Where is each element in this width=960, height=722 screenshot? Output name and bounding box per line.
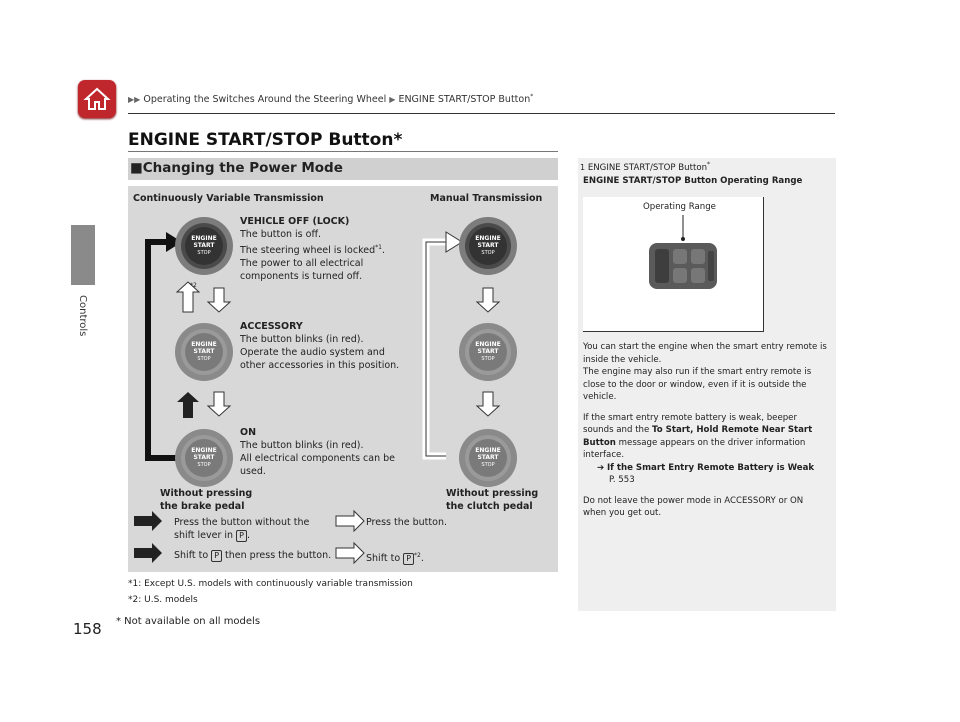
without-brake-label: Without pressing the brake pedal <box>160 488 253 512</box>
star-mark: * <box>530 93 534 100</box>
mode-on-desc: ON The button blinks (in red). All electrical components can be used. <box>240 427 395 477</box>
chapter-tab[interactable] <box>71 225 95 285</box>
sidebar-body: You can start the engine when the smart entry remote is inside the vehicle. The engine may also run if the smart entry remote is close to the door or window, even if it is outside the vehicle. If the smart entry remote battery is weak, beeper sounds and the To Start, Hold Remote Near Start Button message appears on the driver information interface. ➔ If the Smart Entry Remote Battery is Weak P. 553 Do not leave the power mode in ACCESSORY or ON when you get out. <box>583 341 829 520</box>
breadcrumb-arrow-icon: ▶ <box>389 95 396 105</box>
shift-p-key: P <box>236 530 247 542</box>
page-title: ENGINE START/STOP Button* <box>128 130 403 150</box>
button-text: ENGINE <box>475 447 501 454</box>
button-text: ENGINE <box>191 447 217 454</box>
title-rule <box>128 151 558 152</box>
sidebar-ref-title: 1 ENGINE START/STOP Button* <box>580 161 711 173</box>
operating-range-diagram <box>583 197 764 332</box>
footnote-1: *1: Except U.S. models with continuously variable transmission <box>128 579 413 589</box>
engine-start-button-icon <box>458 216 518 276</box>
mt-label: Manual Transmission <box>430 193 543 204</box>
shift-p-key: P <box>403 553 414 565</box>
header-rule <box>128 113 835 114</box>
button-text: STOP <box>481 356 495 362</box>
breadcrumb-item[interactable]: ENGINE START/STOP Button <box>398 94 531 106</box>
chapter-label: Controls <box>77 295 88 337</box>
legend-press-without: Press the button without the shift lever in P . <box>174 517 310 541</box>
button-text: STOP <box>197 250 211 256</box>
button-text: STOP <box>481 250 495 256</box>
button-text: START <box>477 348 499 355</box>
operating-range-label: Operating Range <box>643 202 716 212</box>
button-text: ENGINE <box>475 235 501 242</box>
legend-shift: Shift to P $^{*2}$. <box>366 552 424 565</box>
shift-p-key: P <box>211 550 222 562</box>
mode-off-desc: VEHICLE OFF (LOCK) The button is off. The steering wheel is locked$^{*1}$. The power to all electrical components is turned off. <box>240 216 385 283</box>
button-text: ENGINE <box>191 341 217 348</box>
without-clutch-label: Without pressing the clutch pedal <box>446 488 539 512</box>
engine-start-button-blink-icon <box>458 322 518 382</box>
engine-start-button-blink-icon <box>458 428 518 488</box>
cross-reference[interactable]: ➔ If the Smart Entry Remote Battery is Weak P. 553 <box>597 462 815 485</box>
xref-arrow-icon: ➔ <box>597 462 605 473</box>
breadcrumb-item[interactable]: Operating the Switches Around the Steering Wheel <box>143 94 387 106</box>
button-text: START <box>193 242 215 249</box>
button-text: START <box>193 348 215 355</box>
footnote-2: *2: U.S. models <box>128 595 198 605</box>
range-heading: ENGINE START/STOP Button Operating Range <box>583 176 803 186</box>
legend-shift-then-press: Shift to P then press the button. <box>174 550 332 561</box>
section-title: ■Changing the Power Mode <box>130 160 343 176</box>
cvt-label: Continuously Variable Transmission <box>133 193 324 204</box>
footnote-ref: *2 <box>190 282 197 289</box>
button-text: START <box>193 454 215 461</box>
page-number: 158 <box>73 620 102 638</box>
button-text: START <box>477 454 499 461</box>
button-text: STOP <box>481 462 495 468</box>
breadcrumb-arrow-icon: ▶▶ <box>128 95 141 105</box>
button-text: STOP <box>197 356 211 362</box>
engine-start-button-blink-icon <box>174 428 234 488</box>
button-text: ENGINE <box>475 341 501 348</box>
legend-press: Press the button. <box>366 517 447 528</box>
engine-start-button-blink-icon <box>174 322 234 382</box>
ref-icon: 1 <box>580 162 586 172</box>
mode-accessory-desc: ACCESSORY The button blinks (in red). Operate the audio system and other accessories in this position. <box>240 321 400 371</box>
availability-note: * Not available on all models <box>116 616 261 627</box>
car-top-view-icon <box>583 197 763 331</box>
engine-start-button-icon <box>174 216 234 276</box>
star-mark: * <box>393 130 403 150</box>
button-text: START <box>477 242 499 249</box>
button-text: STOP <box>197 462 211 468</box>
breadcrumb <box>128 93 533 105</box>
house-icon <box>83 85 111 113</box>
button-text: ENGINE <box>191 235 217 242</box>
home-icon[interactable] <box>78 80 116 118</box>
